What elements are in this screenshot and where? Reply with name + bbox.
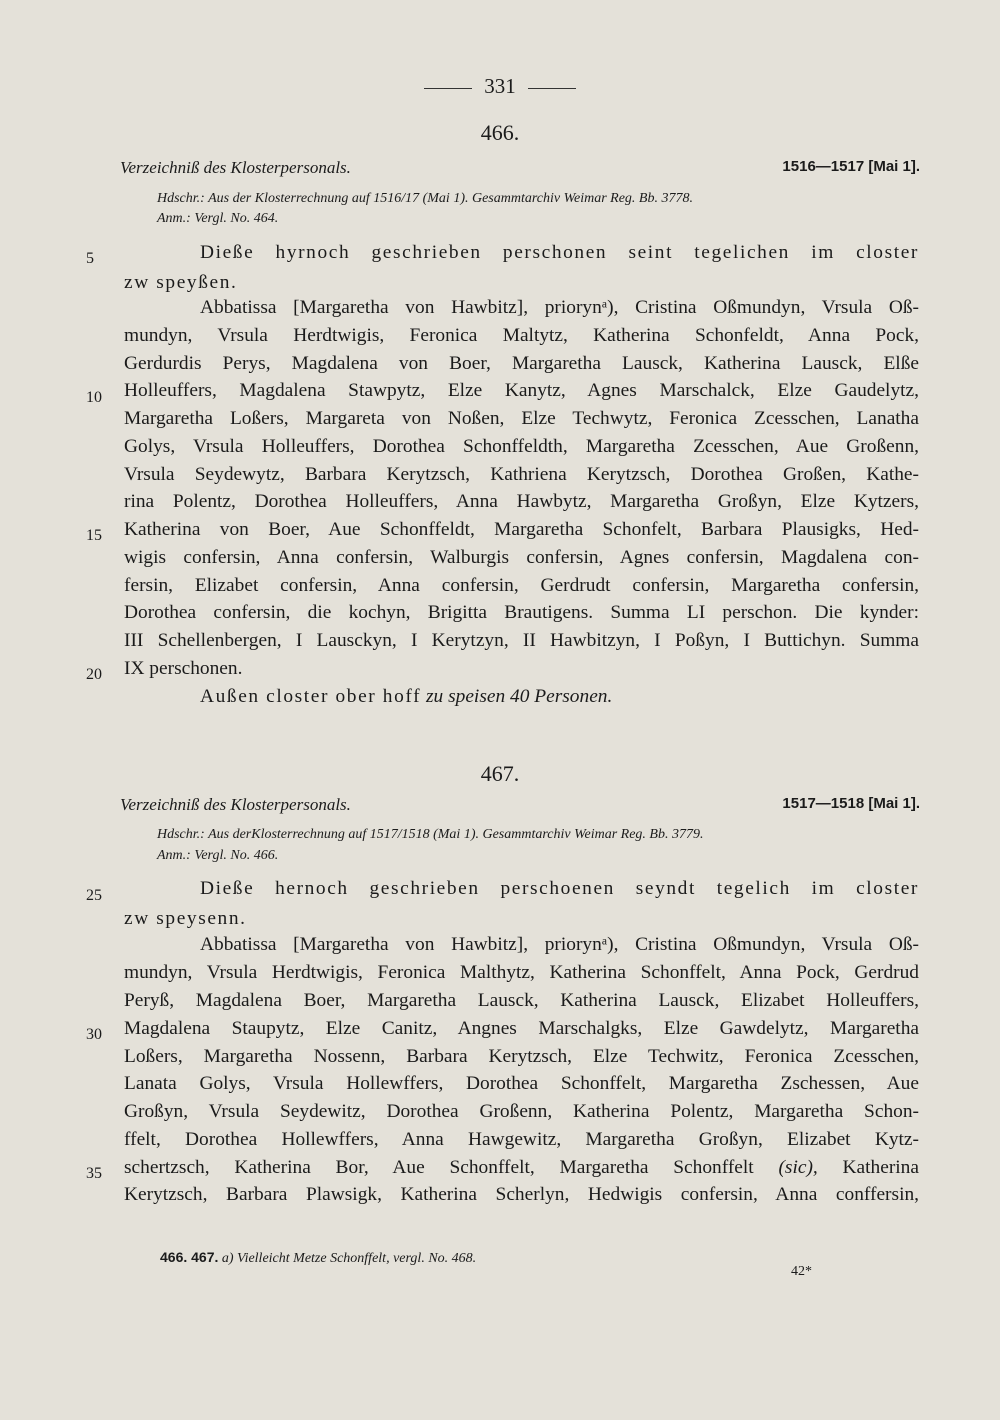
closing-line bbox=[200, 686, 995, 708]
text-line: Magdalena Staupytz, Elze Canitz, Angnes Marschalgks, Elze Gawdelytz, Margaretha bbox=[124, 1018, 919, 1039]
entry-number: 466. bbox=[480, 120, 520, 145]
text-line: zw speysenn. bbox=[124, 908, 247, 929]
entry-note: Anm.: Vergl. No. 466. bbox=[157, 848, 279, 863]
text-line: Abbatissa [Margaretha von Hawbitz], priorynᵃ), Cristina Oßmundyn, Vrsula Oß- bbox=[200, 934, 919, 955]
entry-source: Hdschr.: Aus derKlosterrechnung auf 1517/1518 (Mai 1). Gesammtarchiv Weimar Reg. Bb. 3779. bbox=[157, 827, 704, 842]
line-number: 35 bbox=[86, 1165, 102, 1182]
page-number-text: 331 bbox=[484, 74, 516, 98]
text-line: fersin, Elizabet confersin, Anna confersin, Gerdrudt confersin, Margaretha confersin, bbox=[124, 575, 919, 596]
text-line: IX perschonen. bbox=[124, 658, 243, 679]
text-line: Abbatissa [Margaretha von Hawbitz], priorynᵃ), Cristina Oßmundyn, Vrsula Oß- bbox=[200, 297, 919, 318]
text-line: mundyn, Vrsula Herdtwigis, Feronica Maltytz, Katherina Schonfeldt, Anna Pock, bbox=[124, 325, 919, 346]
line-number: 10 bbox=[86, 389, 102, 406]
text-line: Margaretha Loßers, Margareta von Noßen, Elze Techwytz, Feronica Zcesschen, Lanatha bbox=[124, 408, 919, 429]
entry-note: Anm.: Vergl. No. 464. bbox=[157, 211, 279, 226]
text-line: Holleuffers, Magdalena Stawpytz, Elze Kanytz, Agnes Marschalck, Elze Gaudelytz, bbox=[124, 380, 919, 401]
text-line: III Schellenbergen, I Lausckyn, I Kerytzyn, II Hawbitzyn, I Poßyn, I Buttichyn. Summa bbox=[124, 630, 919, 651]
entry-title: Verzeichniß des Klosterpersonals. bbox=[120, 158, 351, 177]
text-line: Dieße hernoch geschrieben perschoenen seyndt tegelich im closter bbox=[200, 878, 919, 899]
entry-date: 1516—1517 [Mai 1]. bbox=[782, 158, 920, 175]
text-line-part: schertzsch, Katherina Bor, Aue Schonffelt, Margaretha Schonffelt bbox=[124, 1157, 754, 1178]
entry-source: Hdschr.: Aus der Klosterrechnung auf 1516/17 (Mai 1). Gesammtarchiv Weimar Reg. Bb. 3778. bbox=[157, 191, 693, 206]
text-line: Katherina von Boer, Aue Schonffeldt, Margaretha Schonfelt, Barbara Plausigks, Hed- bbox=[124, 519, 919, 540]
closing-line-text: Außen closter ober hoff bbox=[200, 686, 422, 707]
text-line: zw speyßen. bbox=[124, 272, 238, 293]
signature-mark: 42* bbox=[791, 1264, 812, 1279]
line-number: 30 bbox=[86, 1026, 102, 1043]
text-line: Golys, Vrsula Holleuffers, Dorothea Schonffeldth, Margaretha Zcesschen, Aue Großenn, bbox=[124, 436, 919, 457]
text-line: Loßers, Margaretha Nossenn, Barbara Kerytzsch, Elze Techwitz, Feronica Zcesschen, bbox=[124, 1046, 919, 1067]
line-number: 15 bbox=[86, 527, 102, 544]
text-line: wigis confersin, Anna confersin, Walburgis confersin, Agnes confersin, Magdalena con- bbox=[124, 547, 919, 568]
text-line: Peryß, Magdalena Boer, Margaretha Lausck, Katherina Lausck, Elizabet Holleuffers, bbox=[124, 990, 919, 1011]
text-line: Großyn, Vrsula Seydewitz, Dorothea Großenn, Katherina Polentz, Margaretha Schon- bbox=[124, 1101, 919, 1122]
footnote bbox=[160, 1249, 476, 1267]
footnote-text: a) Vielleicht Metze Schonffelt, vergl. No. 468. bbox=[221, 1251, 477, 1266]
text-line: Gerdurdis Perys, Magdalena von Boer, Margaretha Lausck, Katherina Lausck, Elße bbox=[124, 353, 919, 374]
line-number: 25 bbox=[86, 887, 102, 904]
text-line: ffelt, Dorothea Hollewffers, Anna Hawgewitz, Margaretha Großyn, Elizabet Kytz- bbox=[124, 1129, 919, 1150]
line-number: 20 bbox=[86, 666, 102, 683]
entry-title: Verzeichniß des Klosterpersonals. bbox=[120, 795, 351, 814]
closing-line-italic: zu speisen 40 Personen. bbox=[426, 686, 613, 707]
text-line: rina Polentz, Dorothea Holleuffers, Anna Hawbytz, Margaretha Großyn, Elze Kytzers, bbox=[124, 491, 919, 512]
text-line-sic bbox=[124, 1157, 919, 1179]
footnote-ref: 466. 467. bbox=[160, 1249, 219, 1265]
entry-date: 1517—1518 [Mai 1]. bbox=[782, 795, 920, 812]
text-line: Lanata Golys, Vrsula Hollewffers, Dorothea Schonffelt, Margaretha Zschessen, Aue bbox=[124, 1073, 919, 1094]
line-number: 5 bbox=[86, 250, 94, 267]
text-line: Dieße hyrnoch geschrieben perschonen seint tegelichen im closter bbox=[200, 242, 919, 263]
page-number bbox=[0, 74, 1000, 99]
entry-number: 467. bbox=[480, 761, 520, 786]
sic-marker: (sic), bbox=[778, 1157, 818, 1178]
text-line: mundyn, Vrsula Herdtwigis, Feronica Malthytz, Katherina Schonffelt, Anna Pock, Gerdrud bbox=[124, 962, 919, 983]
text-line: Kerytzsch, Barbara Plawsigk, Katherina Scherlyn, Hedwigis confersin, Anna conffersin, bbox=[124, 1184, 919, 1205]
text-line: Dorothea confersin, die kochyn, Brigitta Brautigens. Summa LI perschon. Die kynder: bbox=[124, 602, 919, 623]
text-line: Vrsula Seydewytz, Barbara Kerytzsch, Kathriena Kerytzsch, Dorothea Großen, Kathe- bbox=[124, 464, 919, 485]
text-line-part: Katherina bbox=[842, 1157, 919, 1178]
